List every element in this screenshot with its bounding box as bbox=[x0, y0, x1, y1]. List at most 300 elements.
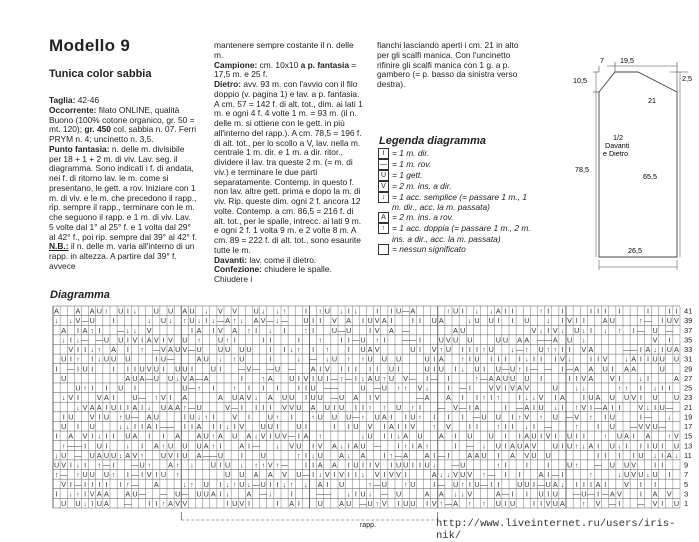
stitch-symbol: I bbox=[112, 393, 115, 403]
stitch-symbol: ↑ bbox=[97, 460, 102, 470]
stitch-symbol: I bbox=[162, 364, 165, 374]
stitch-symbol: A bbox=[631, 364, 637, 374]
stitch-symbol: U bbox=[410, 345, 416, 355]
stitch-symbol: I bbox=[98, 325, 101, 335]
stitch-symbol: A bbox=[246, 431, 252, 441]
stitch-symbol: V bbox=[531, 441, 537, 451]
stitch-symbol: U bbox=[460, 325, 466, 335]
stitch-symbol: ↑ bbox=[83, 383, 87, 393]
stitch-symbol: I bbox=[376, 306, 379, 316]
stitch-symbol: I bbox=[269, 431, 272, 441]
stitch-symbol: ↓ bbox=[168, 316, 173, 326]
stitch-symbol: U bbox=[89, 422, 95, 432]
stitch-symbol: I bbox=[247, 412, 250, 422]
stitch-symbol: I bbox=[504, 306, 507, 316]
stitch-symbol: ↓ bbox=[69, 316, 73, 326]
stitch-symbol: A bbox=[210, 489, 216, 499]
stitch-symbol: V bbox=[339, 470, 344, 480]
stitch-symbol: V bbox=[531, 325, 537, 335]
stitch-symbol: ↑ bbox=[161, 441, 166, 451]
stitch-symbol: ↑ bbox=[204, 412, 208, 422]
stitch-symbol: U bbox=[289, 373, 295, 383]
stitch-symbol: I bbox=[461, 306, 464, 316]
stitch-symbol: U bbox=[524, 316, 530, 326]
stitch-symbol: I bbox=[582, 316, 585, 326]
stitch-symbol: I bbox=[561, 306, 564, 316]
stitch-symbol: A bbox=[381, 412, 387, 422]
stitch-symbol: — bbox=[409, 335, 417, 345]
stitch-symbol: ↑ bbox=[275, 412, 280, 422]
stitch-symbol: A bbox=[68, 431, 74, 441]
stitch-symbol: I bbox=[133, 364, 136, 374]
stitch-symbol: ↑ bbox=[289, 479, 294, 489]
stitch-symbol: V bbox=[239, 499, 245, 508]
stitch-symbol: I bbox=[554, 393, 557, 403]
stitch-symbol: U bbox=[673, 354, 680, 364]
stitch-symbol: I bbox=[497, 354, 500, 364]
stitch-symbol: I bbox=[76, 393, 79, 403]
occorrente-text: filato ONLINE, qualità Buono (100% cotone organico, gr. 50 = mt. 120); bbox=[49, 104, 195, 135]
stitch-symbol: U bbox=[210, 460, 216, 470]
stitch-symbol: ↑ bbox=[183, 402, 187, 412]
stitch-symbol: U bbox=[623, 460, 630, 470]
stitch-symbol: ↓ bbox=[225, 422, 230, 432]
stitch-symbol: — bbox=[594, 402, 602, 412]
stitch-symbol: I bbox=[247, 383, 250, 393]
stitch-symbol: I bbox=[76, 364, 79, 374]
stitch-symbol: U bbox=[189, 316, 195, 326]
stitch-symbol: I bbox=[240, 373, 243, 383]
stitch-symbol: ↑ bbox=[539, 306, 543, 316]
stitch-symbol: I bbox=[262, 402, 265, 412]
stitch-symbol: V bbox=[446, 422, 451, 432]
stitch-symbol: — bbox=[231, 402, 239, 412]
stitch-symbol: I bbox=[126, 402, 129, 412]
stitch-symbol: I bbox=[283, 325, 286, 335]
stitch-symbol: U bbox=[566, 460, 573, 470]
stitch-symbol: I bbox=[654, 479, 657, 489]
stitch-symbol: — bbox=[209, 450, 217, 460]
stitch-symbol: V bbox=[324, 364, 330, 374]
stitch-symbol: U bbox=[410, 412, 416, 422]
stitch-symbol: ↓ bbox=[432, 460, 436, 470]
stitch-symbol: U bbox=[467, 335, 473, 345]
stitch-symbol: A bbox=[367, 373, 373, 383]
stitch-symbol: ↑ bbox=[232, 479, 237, 489]
stitch-symbol: — bbox=[380, 489, 388, 499]
stitch-symbol: ↑ bbox=[211, 441, 216, 451]
stitch-symbol: — bbox=[131, 479, 139, 489]
stitch-symbol: A bbox=[674, 345, 679, 355]
row-number: 41 bbox=[684, 306, 693, 316]
stitch-symbol: A bbox=[168, 499, 173, 508]
stitch-symbol: ↑ bbox=[161, 499, 166, 508]
stitch-symbol: I bbox=[91, 431, 94, 441]
stitch-symbol: ↓ bbox=[126, 441, 130, 451]
stitch-symbol: I bbox=[582, 393, 585, 403]
stitch-symbol: — bbox=[637, 325, 645, 335]
stitch-symbol: I bbox=[233, 335, 236, 345]
stitch-symbol: U bbox=[196, 441, 202, 451]
stitch-symbol: U bbox=[452, 479, 459, 489]
stitch-symbol: ↓ bbox=[76, 335, 80, 345]
stitch-symbol: U bbox=[260, 422, 266, 432]
row-number: 7 bbox=[684, 470, 689, 480]
stitch-symbol: V bbox=[218, 306, 223, 316]
stitch-symbol: — bbox=[373, 441, 381, 451]
stitch-symbol: U bbox=[89, 450, 95, 460]
stitch-symbol: I bbox=[361, 402, 364, 412]
double-decrease-icon: ↑ bbox=[378, 223, 389, 234]
stitch-symbol: I bbox=[312, 325, 315, 335]
stitch-symbol: V bbox=[317, 441, 323, 451]
stitch-symbol: I bbox=[133, 422, 136, 432]
stitch-symbol: U bbox=[424, 364, 430, 374]
stitch-symbol: A bbox=[132, 431, 138, 441]
stitch-symbol: — bbox=[266, 316, 274, 326]
stitch-symbol: I bbox=[297, 383, 300, 393]
stitch-symbol: V bbox=[289, 402, 295, 412]
taglia-value: 42-46 bbox=[75, 95, 100, 105]
legend-item-text: = 2 m. ins. a dir. bbox=[392, 181, 452, 191]
stitch-symbol: A bbox=[146, 422, 152, 432]
stitch-symbol: V bbox=[389, 470, 394, 480]
stitch-symbol: U bbox=[346, 499, 352, 508]
stitch-symbol: I bbox=[639, 412, 642, 422]
stitch-symbol: I bbox=[632, 431, 635, 441]
stitch-symbol: I bbox=[411, 316, 414, 326]
stitch-symbol: U bbox=[481, 450, 487, 460]
stitch-symbol: ↑ bbox=[140, 450, 144, 460]
stitch-symbol: I bbox=[597, 354, 600, 364]
single-decrease-icon: ↓ bbox=[378, 192, 389, 203]
legend-item-text: = 1 m. rov. bbox=[392, 159, 432, 169]
stitch-symbol: I bbox=[475, 393, 478, 403]
stitch-symbol: U bbox=[395, 354, 402, 364]
stitch-symbol: I bbox=[347, 470, 350, 480]
stitch-symbol: A bbox=[104, 499, 109, 508]
stitch-symbol: V bbox=[232, 412, 238, 422]
stitch-symbol: — bbox=[394, 450, 403, 460]
stitch-symbol: I bbox=[575, 373, 578, 383]
stitch-symbol: ↓ bbox=[318, 470, 322, 480]
stitch-symbol: U bbox=[203, 479, 209, 489]
knit-stitch-icon: I bbox=[378, 148, 389, 159]
stitch-symbol: ↑ bbox=[539, 412, 543, 422]
stitch-symbol: ↑ bbox=[232, 316, 237, 326]
stitch-symbol: ↑ bbox=[282, 306, 287, 316]
stitch-symbol: I bbox=[604, 479, 607, 489]
stitch-symbol: I bbox=[597, 441, 600, 451]
stitch-symbol: I bbox=[597, 306, 600, 316]
stitch-symbol: I bbox=[589, 306, 592, 316]
stitch-symbol: ↑ bbox=[517, 412, 522, 422]
stitch-symbol: I bbox=[276, 422, 279, 432]
stitch-symbol: A bbox=[381, 316, 387, 326]
stitch-symbol: A bbox=[104, 393, 109, 403]
stitch-symbol: — bbox=[437, 402, 445, 412]
stitch-symbol: V bbox=[524, 412, 530, 422]
stitch-symbol: I bbox=[383, 422, 386, 432]
stitch-symbol: ↓ bbox=[275, 316, 280, 326]
stitch-symbol: V bbox=[374, 460, 380, 470]
stitch-symbol: — bbox=[145, 373, 153, 383]
stitch-symbol: V bbox=[161, 393, 166, 403]
stitch-symbol: ↓ bbox=[489, 306, 493, 316]
stitch-symbol: U bbox=[82, 364, 88, 374]
stitch-symbol: U bbox=[538, 489, 544, 499]
stitch-symbol: U bbox=[239, 479, 245, 489]
stitch-symbol: U bbox=[659, 354, 665, 364]
davanti-text: lav. come il dietro. bbox=[247, 254, 317, 265]
stitch-symbol: ↓ bbox=[639, 373, 643, 383]
stitch-symbol: ↑ bbox=[318, 306, 322, 316]
stitch-symbol: U bbox=[118, 306, 124, 316]
stitch-symbol: U bbox=[210, 364, 216, 374]
stitch-symbol: ↓ bbox=[603, 325, 607, 335]
stitch-symbol: V bbox=[132, 335, 138, 345]
stitch-symbol: A bbox=[146, 335, 152, 345]
stitch-symbol: A bbox=[225, 316, 230, 326]
stitch-symbol: V bbox=[545, 499, 551, 508]
stitch-symbol: I bbox=[347, 306, 350, 316]
stitch-symbol: — bbox=[451, 460, 460, 470]
stitch-symbol: U bbox=[61, 422, 67, 432]
stitch-symbol: ↓ bbox=[532, 393, 536, 403]
stitch-symbol: V bbox=[374, 316, 380, 326]
stitch-symbol: I bbox=[183, 422, 186, 432]
stitch-symbol: U bbox=[96, 499, 102, 508]
stitch-symbol: ↓ bbox=[304, 479, 308, 489]
row-number: 29 bbox=[684, 364, 693, 374]
stitch-symbol: V bbox=[552, 325, 558, 335]
stitch-symbol: ↑ bbox=[574, 422, 579, 432]
stitch-symbol: I bbox=[490, 393, 493, 403]
stitch-symbol: U bbox=[673, 393, 680, 403]
stitch-symbol: ↑ bbox=[261, 373, 265, 383]
stitch-symbol: A bbox=[267, 470, 273, 480]
stitch-symbol: I bbox=[646, 441, 649, 451]
stitch-symbol: V bbox=[417, 383, 423, 393]
stitch-symbol: I bbox=[290, 489, 293, 499]
stitch-symbol: U bbox=[488, 431, 494, 441]
stitch-symbol: — bbox=[345, 373, 353, 383]
stitch-symbol: I bbox=[141, 441, 144, 451]
stitch-symbol: I bbox=[269, 402, 272, 412]
stitch-symbol: — bbox=[630, 345, 638, 355]
stitch-symbol: I bbox=[404, 470, 407, 480]
stitch-symbol: ↓ bbox=[275, 441, 280, 451]
stitch-symbol: ↑ bbox=[553, 345, 558, 355]
stitch-symbol: ↑ bbox=[368, 479, 372, 489]
stitch-symbol: U bbox=[545, 479, 551, 489]
stitch-symbol: U bbox=[538, 345, 544, 355]
stitch-symbol: — bbox=[487, 470, 495, 480]
stitch-symbol: I bbox=[604, 450, 607, 460]
stitch-symbol: ↓ bbox=[133, 325, 137, 335]
stitch-symbol: U bbox=[61, 450, 67, 460]
stitch-symbol: ↑ bbox=[304, 325, 308, 335]
stitch-symbol: ↓ bbox=[617, 470, 622, 480]
stitch-symbol: ↑ bbox=[76, 354, 80, 364]
stitch-symbol: — bbox=[587, 489, 595, 499]
stitch-symbol: U bbox=[502, 335, 509, 345]
stitch-symbol: ↓ bbox=[539, 325, 543, 335]
stitch-symbol: V bbox=[168, 450, 173, 460]
stitch-symbol: I bbox=[575, 479, 578, 489]
stitch-symbol: V bbox=[467, 489, 473, 499]
stitch-symbol: V bbox=[538, 393, 544, 403]
stitch-symbol: U bbox=[410, 479, 416, 489]
stitch-symbol: ↑ bbox=[190, 479, 194, 489]
stitch-symbol: V bbox=[225, 402, 230, 412]
stitch-symbol: A bbox=[203, 373, 209, 383]
stitch-symbol: — bbox=[352, 335, 360, 345]
stitch-symbol: U bbox=[232, 393, 238, 403]
stitch-symbol: — bbox=[402, 325, 410, 335]
stitch-symbol: I bbox=[255, 402, 258, 412]
stitch-symbol: I bbox=[340, 364, 343, 374]
stitch-symbol: U bbox=[395, 306, 402, 316]
stitch-symbol: U bbox=[317, 499, 323, 508]
stitch-symbol: U bbox=[524, 479, 530, 489]
stitch-symbol: ↓ bbox=[361, 470, 365, 480]
stitch-symbol: — bbox=[630, 422, 638, 432]
stitch-symbol: A bbox=[310, 402, 316, 412]
stitch-symbol: U bbox=[196, 489, 202, 499]
schematic-label-2: Davanti bbox=[605, 141, 630, 150]
stitch-symbol: ↓ bbox=[54, 450, 59, 460]
stitch-symbol: I bbox=[119, 402, 122, 412]
stitch-symbol: ↓ bbox=[368, 489, 372, 499]
campione-text: cm. 10x10 bbox=[257, 59, 301, 70]
stitch-symbol: U bbox=[346, 412, 352, 422]
stitch-symbol: I bbox=[98, 479, 101, 489]
stitch-symbol: U bbox=[331, 354, 338, 364]
dim-shoulder: 19,5 bbox=[620, 56, 634, 65]
row-number: 19 bbox=[684, 412, 693, 422]
stitch-symbol: A bbox=[82, 325, 88, 335]
stitch-symbol: V bbox=[182, 345, 188, 355]
stitch-symbol: U bbox=[346, 325, 352, 335]
stitch-symbol: I bbox=[632, 325, 635, 335]
stitch-symbol: I bbox=[525, 489, 528, 499]
stitch-symbol: A bbox=[317, 460, 323, 470]
gr-label: gr. 450 bbox=[84, 124, 111, 135]
stitch-symbol: A bbox=[495, 306, 501, 316]
stitch-symbol: U bbox=[125, 412, 131, 422]
stitch-symbol: U bbox=[353, 460, 359, 470]
stitch-symbol: — bbox=[544, 335, 552, 345]
stitch-symbol: A bbox=[438, 354, 444, 364]
stitch-symbol: U bbox=[517, 479, 523, 489]
stitch-symbol: I bbox=[618, 450, 621, 460]
stitch-symbol: ↓ bbox=[361, 431, 365, 441]
stitch-symbol: U bbox=[623, 393, 630, 403]
stitch-symbol: I bbox=[639, 441, 642, 451]
stitch-symbol: V bbox=[146, 364, 152, 374]
stitch-symbol: I bbox=[141, 422, 144, 432]
repeat-label: rapp. bbox=[360, 522, 376, 529]
campione-label: Campione: bbox=[214, 59, 258, 70]
stitch-symbol: I bbox=[91, 479, 94, 489]
stitch-symbol: I bbox=[525, 364, 528, 374]
stitch-symbol: V bbox=[645, 422, 651, 432]
stitch-symbol: V bbox=[581, 345, 587, 355]
stitch-symbol: — bbox=[131, 460, 139, 470]
stitch-symbol: V bbox=[674, 316, 679, 326]
stitch-symbol: U bbox=[410, 499, 416, 508]
stitch-symbol: U bbox=[232, 499, 238, 508]
stitch-symbol: V bbox=[396, 470, 401, 480]
stitch-symbol: ↓ bbox=[560, 479, 565, 489]
stitch-symbol: I bbox=[632, 450, 635, 460]
stitch-symbol: U bbox=[381, 383, 387, 393]
row-number: 23 bbox=[684, 393, 693, 403]
stitch-symbol: ↓ bbox=[76, 402, 80, 412]
stitch-symbol: I bbox=[554, 354, 557, 364]
stitch-symbol: I bbox=[84, 489, 87, 499]
stitch-symbol: ↑ bbox=[589, 470, 593, 480]
stitch-symbol: I bbox=[547, 470, 550, 480]
stitch-symbol: ↓ bbox=[460, 364, 465, 374]
stitch-symbol: I bbox=[404, 412, 407, 422]
stitch-symbol: I bbox=[418, 345, 421, 355]
stitch-symbol: A bbox=[438, 489, 444, 499]
stitch-symbol: — bbox=[95, 335, 103, 345]
stitch-symbol: U bbox=[360, 335, 366, 345]
stitch-symbol: U bbox=[659, 402, 665, 412]
stitch-symbol: A bbox=[239, 441, 245, 451]
stitch-symbol: A bbox=[424, 489, 430, 499]
stitch-symbol: I bbox=[148, 431, 151, 441]
stitch-symbol: I bbox=[511, 489, 514, 499]
stitch-symbol: U bbox=[495, 441, 501, 451]
stitch-symbol: I bbox=[354, 470, 357, 480]
stitch-symbol: U bbox=[53, 460, 60, 470]
davanti-label: Davanti: bbox=[214, 254, 248, 265]
stitch-symbol: I bbox=[212, 422, 215, 432]
stitch-symbol: V bbox=[332, 316, 337, 326]
dim-side-length: 65,5 bbox=[643, 172, 657, 181]
stitch-symbol: I bbox=[568, 345, 571, 355]
stitch-symbol: — bbox=[501, 364, 510, 374]
stitch-symbol: I bbox=[240, 402, 243, 412]
stitch-symbol: ↑ bbox=[111, 470, 116, 480]
stitch-symbol: A bbox=[218, 431, 223, 441]
stitch-symbol: ↑ bbox=[617, 325, 622, 335]
stitch-symbol: U bbox=[431, 316, 437, 326]
stitch-symbol: U bbox=[167, 441, 174, 451]
stitch-symbol: I bbox=[518, 431, 521, 441]
stitch-symbol: U bbox=[360, 383, 366, 393]
stitch-symbol: I bbox=[618, 373, 621, 383]
stitch-symbol: U bbox=[189, 306, 195, 316]
stitch-symbol: — bbox=[252, 364, 260, 374]
stitch-symbol: V bbox=[96, 393, 102, 403]
stitch-symbol: A bbox=[360, 450, 366, 460]
stitch-symbol: V bbox=[146, 470, 152, 480]
stitch-symbol: I bbox=[468, 354, 471, 364]
stitch-symbol: U bbox=[517, 441, 523, 451]
stitch-symbol: ↓ bbox=[268, 489, 273, 499]
stitch-symbol: I bbox=[475, 345, 478, 355]
stitch-symbol: — bbox=[216, 316, 225, 326]
stitch-symbol: I bbox=[269, 345, 272, 355]
stitch-symbol: A bbox=[588, 373, 594, 383]
stitch-symbol: A bbox=[389, 422, 394, 432]
stitch-symbol: ↓ bbox=[482, 441, 486, 451]
